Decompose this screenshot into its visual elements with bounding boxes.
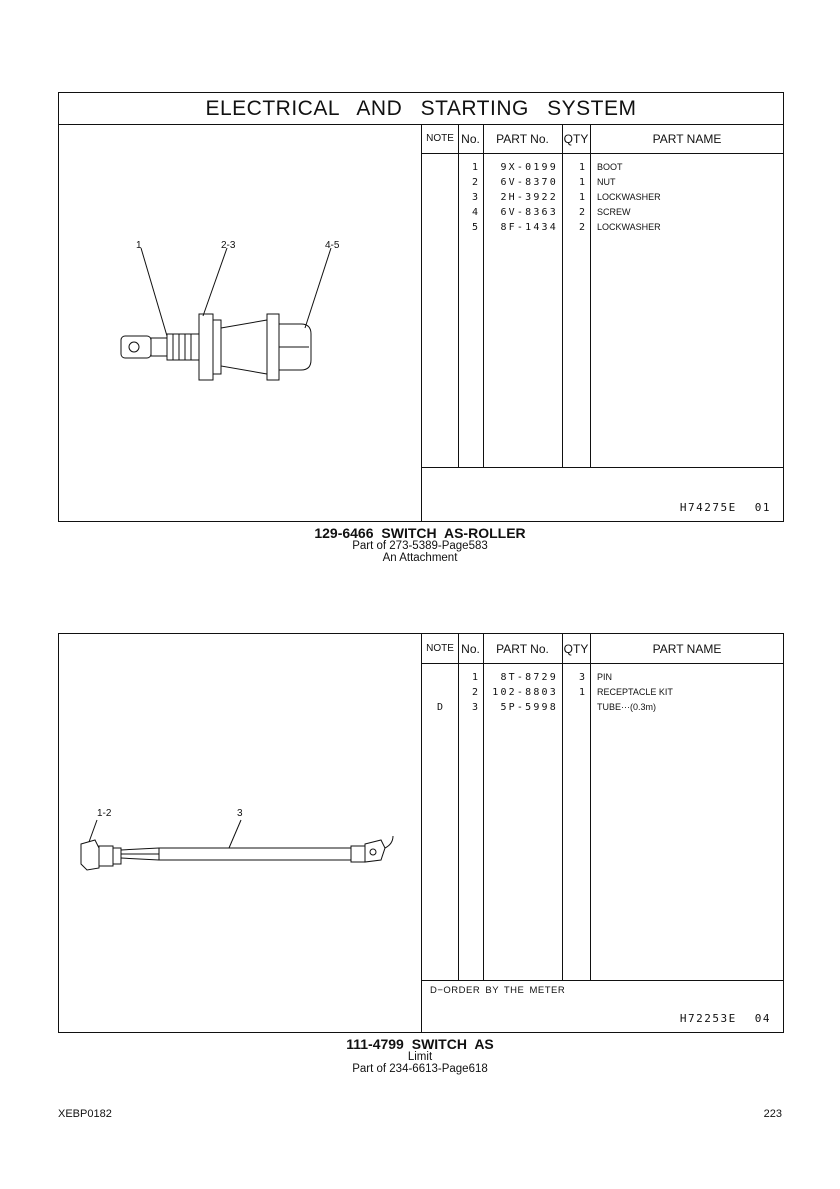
caption-line: Limit [407, 1051, 433, 1063]
table-row: 1 9X-0199 1 BOOT [471, 162, 623, 173]
callout-label: 3 [237, 808, 243, 819]
table-row: 5 8F-1434 2 LOCKWASHER [471, 222, 661, 233]
illustration-code: H74275E 01 [679, 501, 771, 514]
parts-table-1 [421, 124, 783, 521]
header-part-no: PART No. [496, 641, 549, 656]
illustration-code: H72253E 04 [679, 1012, 771, 1025]
assembly-title: 129-6466 SWITCH AS-ROLLER [314, 525, 526, 541]
header-note: NOTE [426, 133, 454, 144]
section-title: ELECTRICAL AND STARTING SYSTEM [59, 93, 783, 125]
header-no: No. [461, 641, 480, 656]
group-1-caption [0, 526, 840, 564]
header-qty: QTY [563, 131, 589, 146]
parts-group-2 [58, 633, 784, 1033]
header-no: No. [461, 131, 480, 146]
header-part-name: PART NAME [652, 131, 722, 146]
table-row: 2 6V-8370 1 NUT [471, 177, 616, 188]
table-header [422, 634, 783, 664]
illustration-switch-roller [59, 124, 421, 522]
table-row: 4 6V-8363 2 SCREW [471, 207, 631, 218]
caption-line: An Attachment [382, 552, 458, 564]
illustration-switch-limit [59, 634, 421, 1032]
parts-table-2 [421, 634, 783, 1032]
page-number: 223 [763, 1108, 782, 1120]
caption-line: Part of 273-5389-Page583 [352, 540, 488, 552]
callout-label: 1-2 [97, 808, 112, 819]
header-qty: QTY [563, 641, 589, 656]
assembly-title: 111-4799 SWITCH AS [346, 1036, 494, 1052]
header-note: NOTE [426, 643, 454, 654]
caption-line: Part of 234-6613-Page618 [352, 1063, 488, 1075]
doc-code: XEBP0182 [58, 1108, 112, 1120]
footnote: D−ORDER BY THE METER [430, 985, 566, 996]
callout-label: 2-3 [221, 240, 236, 251]
parts-group-1 [58, 92, 784, 522]
callout-label: 4-5 [325, 240, 340, 251]
table-row: 2 102-8803 1 RECEPTACLE KIT [471, 687, 673, 698]
header-part-name: PART NAME [652, 641, 722, 656]
table-row: D 3 5P-5998 TUBE···(0.3m) [436, 702, 656, 713]
header-part-no: PART No. [496, 131, 549, 146]
table-header [422, 124, 783, 154]
table-row: 1 8T-8729 3 PIN [471, 672, 613, 683]
table-row: 3 2H-3922 1 LOCKWASHER [471, 192, 661, 203]
callout-label: 1 [136, 240, 142, 251]
group-2-caption [0, 1037, 840, 1075]
